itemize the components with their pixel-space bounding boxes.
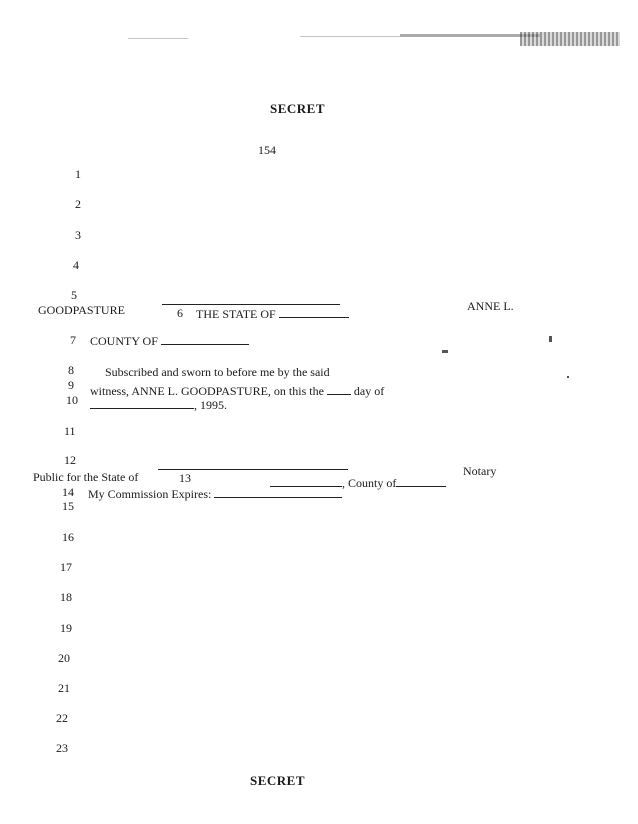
line-number: 19 [60, 621, 72, 635]
line-number: 20 [58, 651, 70, 665]
page-number: 154 [258, 143, 276, 157]
line-number: 2 [75, 197, 81, 211]
line-number: 14 [62, 485, 74, 499]
line-number: 5 [71, 288, 77, 302]
classification-header: SECRET [270, 101, 326, 116]
line-number: 8 [68, 363, 74, 377]
line-number: 3 [75, 228, 81, 242]
jurat-date-line: , 1995. [90, 398, 227, 412]
state-label: THE STATE OF [196, 307, 349, 321]
line-number: 13 [179, 471, 191, 485]
county-of-field: , County of [270, 476, 446, 490]
line-number: 6 [177, 306, 183, 320]
public-for-state: Public for the State of [33, 470, 139, 484]
signature-line [162, 304, 340, 305]
line-number: 21 [58, 681, 70, 695]
line-number: 15 [62, 499, 74, 513]
affiant-first-name: ANNE L. [467, 299, 514, 313]
line-number: 10 [66, 393, 78, 407]
jurat-line-2: witness, ANNE L. GOODPASTURE, on this the day of [90, 384, 385, 398]
line-number: 23 [56, 741, 68, 755]
notary-signature-line [158, 469, 348, 470]
line-number: 16 [62, 530, 74, 544]
line-number: 9 [68, 378, 74, 392]
line-number: 11 [64, 424, 76, 438]
county-label: COUNTY OF [90, 334, 249, 348]
classification-footer: SECRET [250, 773, 306, 788]
line-number: 18 [60, 590, 72, 604]
commission-expires: My Commission Expires: [88, 487, 342, 501]
line-number: 17 [60, 560, 72, 574]
jurat-line-1: Subscribed and sworn to before me by the said [105, 365, 330, 379]
line-number: 22 [56, 711, 68, 725]
affiant-last-name: GOODPASTURE [38, 303, 125, 317]
line-number: 12 [64, 453, 76, 467]
line-number: 1 [75, 167, 81, 181]
line-number: 4 [73, 258, 79, 272]
line-number: 7 [70, 333, 76, 347]
notary-label: Notary [463, 464, 497, 478]
